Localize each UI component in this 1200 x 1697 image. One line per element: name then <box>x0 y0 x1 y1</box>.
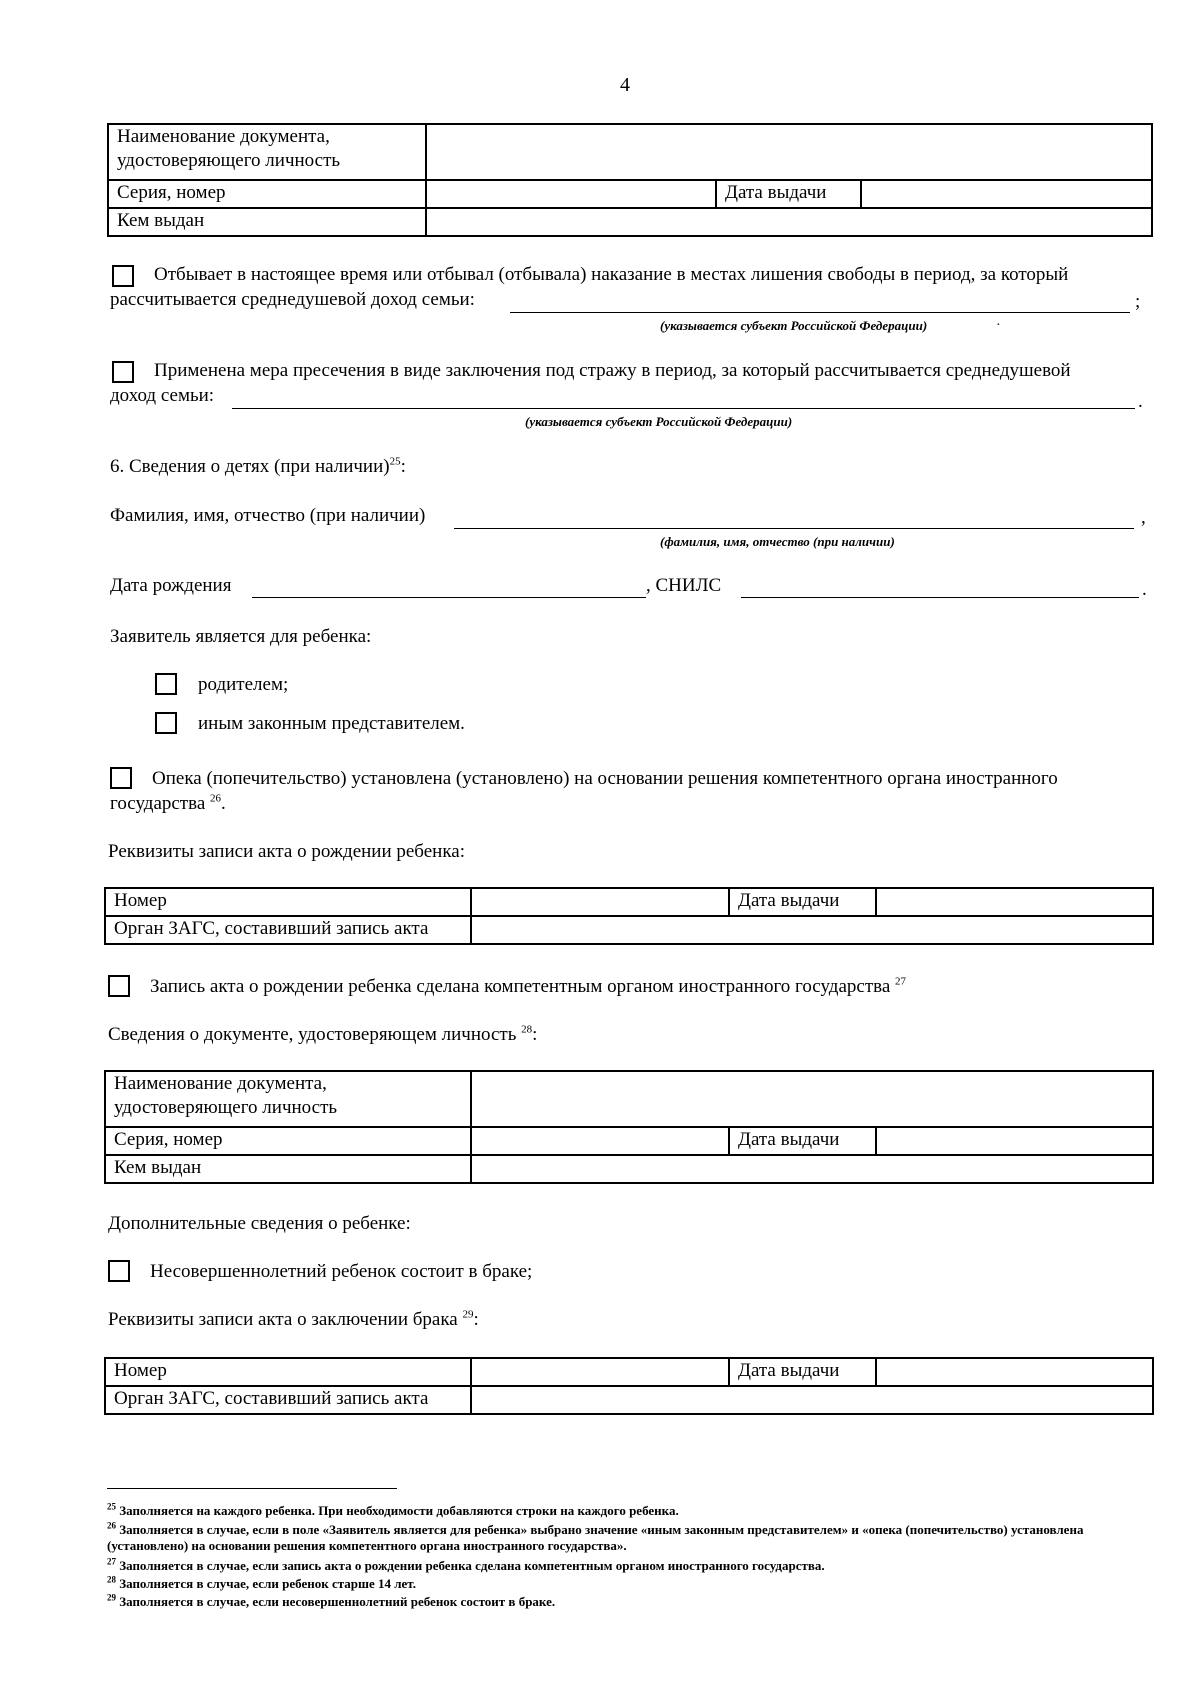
birth-zags-field[interactable] <box>471 916 1153 944</box>
footnote-29: $^{29}$ Заполняется в случае, если несовершеннолетний ребенок состоит в браке. <box>107 1592 556 1609</box>
prison-text-line2: рассчитывается среднедушевой доход семьи: <box>110 289 475 310</box>
guardianship-text-line2: государства $^{26}$. <box>110 792 226 814</box>
birth-zags-label: Орган ЗАГС, составивший запись акта <box>105 916 471 944</box>
marriage-date-field[interactable] <box>876 1358 1153 1386</box>
snils-label: , СНИЛС <box>646 575 722 596</box>
snils-end: . <box>1142 579 1147 600</box>
married-text: Несовершеннолетний ребенок состоит в браке; <box>150 1261 533 1282</box>
issue-date-field[interactable] <box>861 180 1152 208</box>
legal-rep-option-label: иным законным представителем. <box>198 713 465 734</box>
child-id-table <box>104 1070 1154 1184</box>
dob-label: Дата рождения <box>110 575 232 596</box>
doc-name-label: Наименование документа, удостоверяющего личность <box>108 124 426 180</box>
issued-by-field[interactable] <box>426 208 1152 236</box>
prison-hint: (указывается субъект Российской Федерации) <box>660 318 928 333</box>
birth-date-label: Дата выдачи <box>729 888 876 916</box>
marriage-date-label: Дата выдачи <box>729 1358 876 1386</box>
fio-label: Фамилия, имя, отчество (при наличии) <box>110 505 426 526</box>
birth-record-table <box>104 887 1154 945</box>
marriage-zags-field[interactable] <box>471 1386 1153 1414</box>
birth-record-heading: Реквизиты записи акта о рождении ребенка: <box>108 841 465 862</box>
issued-by-label: Кем выдан <box>108 208 426 236</box>
guardianship-text-line1: Опека (попечительство) установлена (установлено) на основании решения компетентного органа иностранного <box>152 768 1058 789</box>
custody-text-line2: доход семьи: <box>110 385 215 406</box>
footnote-25: $^{25}$ Заполняется на каждого ребенка. При необходимости добавляются строки на каждого ребенка. <box>107 1501 679 1518</box>
page-number: 4 <box>620 74 630 96</box>
fio-field[interactable] <box>454 528 1134 529</box>
birth-number-label: Номер <box>105 888 471 916</box>
guardianship-checkbox[interactable] <box>110 767 132 789</box>
children-heading: 6. Сведения о детях (при наличии)$^{25}$: <box>110 455 406 477</box>
prison-hint-dot: · <box>996 318 1001 333</box>
series-number-field[interactable] <box>426 180 716 208</box>
marriage-zags-label: Орган ЗАГС, составивший запись акта <box>105 1386 471 1414</box>
prison-text-line1: Отбывает в настоящее время или отбывал (отбывала) наказание в местах лишения свободы в период, за который <box>154 264 1069 285</box>
marriage-record-table <box>104 1357 1154 1415</box>
child-doc-name-field[interactable] <box>471 1071 1153 1127</box>
prison-end-mark: ; <box>1135 291 1141 312</box>
marriage-number-label: Номер <box>105 1358 471 1386</box>
custody-text-line1: Применена мера пресечения в виде заключения под стражу в период, за который рассчитывается среднедушевой <box>154 360 1071 381</box>
child-doc-name-label: Наименование документа, удостоверяющего личность <box>105 1071 471 1127</box>
marriage-number-field[interactable] <box>471 1358 729 1386</box>
series-number-label: Серия, номер <box>108 180 426 208</box>
marriage-record-heading: Реквизиты записи акта о заключении брака $^{29}$: <box>108 1308 479 1330</box>
snils-field[interactable] <box>741 597 1139 598</box>
fio-hint: (фамилия, имя, отчество (при наличии) <box>660 534 895 549</box>
dob-field[interactable] <box>252 597 646 598</box>
birth-date-field[interactable] <box>876 888 1153 916</box>
parent-checkbox[interactable] <box>155 673 177 695</box>
foreign-birth-text: Запись акта о рождении ребенка сделана компетентным органом иностранного государства $^{27}$ <box>150 975 907 997</box>
child-issued-by-field[interactable] <box>471 1155 1153 1183</box>
child-date-label: Дата выдачи <box>729 1127 876 1155</box>
additional-heading: Дополнительные сведения о ребенке: <box>108 1213 411 1234</box>
child-series-field[interactable] <box>471 1127 729 1155</box>
child-id-heading: Сведения о документе, удостоверяющем личность $^{28}$: <box>108 1023 538 1045</box>
parent-option-label: родителем; <box>198 674 289 695</box>
footnote-divider <box>107 1488 397 1489</box>
child-series-label: Серия, номер <box>105 1127 471 1155</box>
id-document-table <box>107 123 1153 237</box>
footnote-26: $^{26}$ Заполняется в случае, если в поле «Заявитель является для ребенка» выбрано значение «иным законным представителем» и «опека (попечительство) установлена (установлено) на основании решения компетентного органа иностранного государства». <box>107 1520 1084 1553</box>
foreign-birth-checkbox[interactable] <box>108 975 130 997</box>
prison-region-field[interactable] <box>510 312 1130 313</box>
custody-region-field[interactable] <box>232 408 1135 409</box>
doc-name-field[interactable] <box>426 124 1152 180</box>
footnote-28: $^{28}$ Заполняется в случае, если ребенок старше 14 лет. <box>107 1574 416 1591</box>
prison-checkbox[interactable] <box>112 265 134 287</box>
child-issued-by-label: Кем выдан <box>105 1155 471 1183</box>
fio-end: , <box>1141 507 1146 528</box>
applicant-is-label: Заявитель является для ребенка: <box>110 626 372 647</box>
child-date-field[interactable] <box>876 1127 1153 1155</box>
custody-end-mark: . <box>1138 391 1143 412</box>
footnote-27: $^{27}$ Заполняется в случае, если запись акта о рождении ребенка сделана компетентным органом иностранного государства. <box>107 1556 825 1573</box>
legal-rep-checkbox[interactable] <box>155 712 177 734</box>
married-checkbox[interactable] <box>108 1260 130 1282</box>
birth-number-field[interactable] <box>471 888 729 916</box>
custody-hint: (указывается субъект Российской Федерации) <box>525 414 793 429</box>
custody-checkbox[interactable] <box>112 361 134 383</box>
issue-date-label: Дата выдачи <box>716 180 861 208</box>
